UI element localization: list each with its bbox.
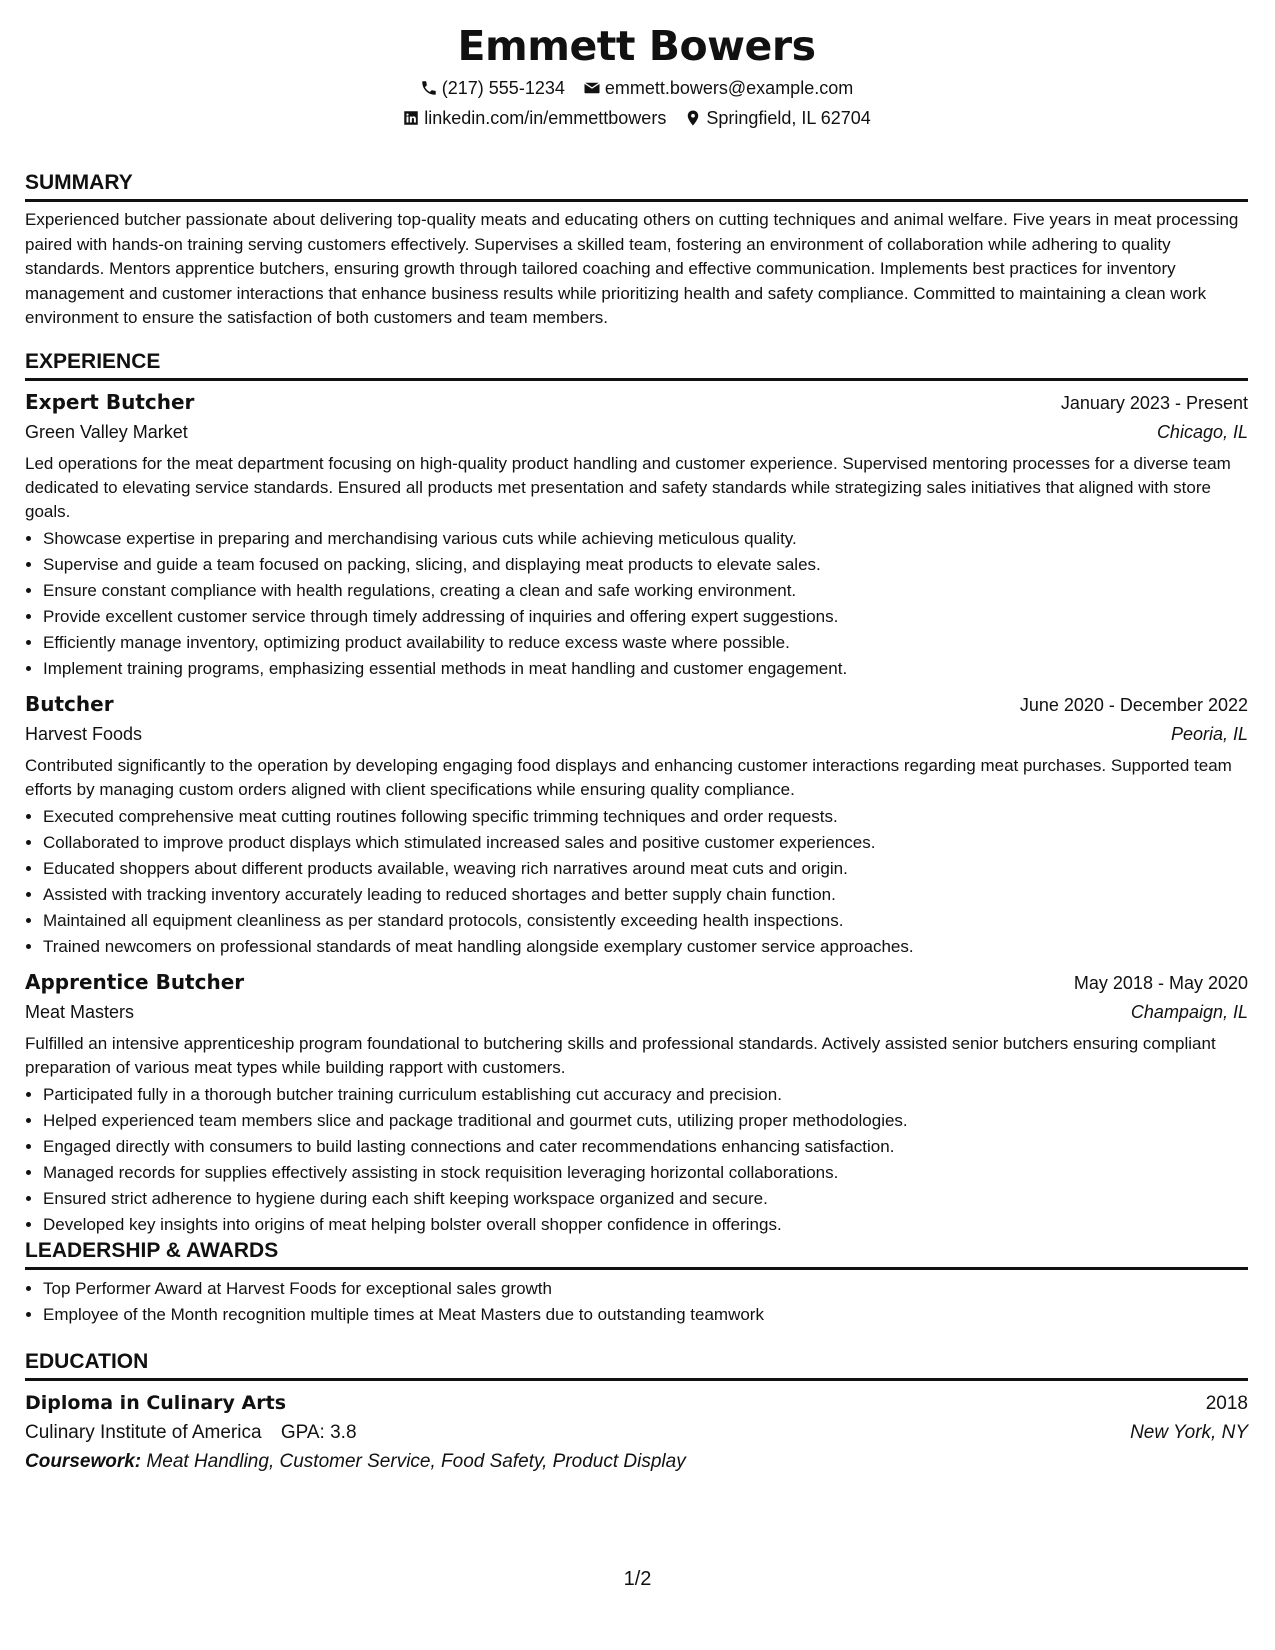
job-location: Peoria, IL (1170, 724, 1248, 744)
leadership-bullets (25, 1276, 1248, 1328)
candidate-name: Emmett Bowers (457, 22, 816, 70)
list-item: • Collaborated to improve product displays which stimulated increased sales and positive customer experiences. (43, 830, 1248, 856)
edu-coursework (25, 1448, 1248, 1476)
job-bullets (25, 804, 1248, 960)
job-dates: January 2023 - Present (1060, 393, 1248, 413)
job-entry (25, 388, 1248, 682)
list-item: • Ensured strict adherence to hygiene during each shift keeping workspace organized and secure. (43, 1186, 1248, 1212)
job-entry (25, 968, 1248, 1238)
list-item: • Helped experienced team members slice and package traditional and gourmet cuts, utilizing proper methodologies. (43, 1108, 1248, 1134)
coursework-text: Meat Handling, Customer Service, Food Safety, Product Display (146, 1451, 686, 1472)
leadership-section (25, 1238, 1248, 1328)
job-company: Harvest Foods (25, 724, 143, 744)
list-item: • Efficiently manage inventory, optimizing product availability to reduce excess waste where possible. (43, 630, 1248, 656)
summary-text: Experienced butcher passionate about delivering top-quality meats and educating others on cutting techniques and animal welfare. Five years in meat processing paired with hands-on training serving customers effectively. Supervises a skilled team, fostering an environment of collaboration while adhering to quality standards. Mentors apprentice butchers, ensuring growth through tailored coaching and effective communication. Implements best practices for inventory management and customer interactions that enhance business results while prioritizing health and safety compliance. Committed to maintaining a clean work environment to ensure the satisfaction of both customers and team members. (25, 210, 1239, 327)
job-description: Contributed significantly to the operation by developing engaging food displays and enhancing customer interactions regarding meat purchases. Supported team efforts by managing custom orders aligned with client specifications while ensuring quality compliance. (25, 756, 1232, 799)
list-item: • Developed key insights into origins of meat helping bolster overall shopper confidence in offerings. (43, 1212, 1248, 1238)
phone-text: (217) 555-1234 (441, 78, 565, 98)
phone-icon (420, 79, 438, 97)
envelope-icon (583, 79, 601, 97)
job-dates: May 2018 - May 2020 (1073, 973, 1248, 993)
job-title: Butcher (25, 692, 114, 716)
edu-year: 2018 (1205, 1393, 1248, 1414)
job-location: Champaign, IL (1130, 1002, 1248, 1022)
edu-degree: Diploma in Culinary Arts (25, 1392, 287, 1414)
coursework-label: Coursework: (25, 1451, 142, 1472)
map-pin-icon (684, 109, 702, 127)
list-item: • Participated fully in a thorough butcher training curriculum establishing cut accuracy and precision. (43, 1082, 1248, 1108)
list-item: • Educated shoppers about different products available, weaving rich narratives around meat cuts and origin. (43, 856, 1248, 882)
section-title-leadership: LEADERSHIP & AWARDS (25, 1238, 1248, 1270)
section-title-education: EDUCATION (25, 1349, 1248, 1381)
job-description: Fulfilled an intensive apprenticeship program foundational to butchering skills and professional standards. Actively assisted senior butchers ensuring compliant preparation of various meat types while building rapport with customers. (25, 1034, 1216, 1077)
job-location: Chicago, IL (1156, 422, 1248, 442)
list-item: • Supervise and guide a team focused on packing, slicing, and displaying meat products to elevate sales. (43, 552, 1248, 578)
contact-row-1 (25, 76, 1248, 100)
job-company: Green Valley Market (25, 422, 188, 442)
job-bullets (25, 1082, 1248, 1238)
contact-linkedin[interactable] (402, 106, 666, 130)
linkedin-icon (402, 109, 420, 127)
education-section (25, 1349, 1248, 1476)
contact-email[interactable] (583, 76, 853, 100)
resume-page (25, 20, 1248, 1472)
contact-row-2 (25, 106, 1248, 130)
location-text: Springfield, IL 62704 (706, 108, 871, 128)
email-text[interactable]: emmett.bowers@example.com (604, 78, 854, 98)
contact-phone (420, 76, 565, 100)
page-number: 1/2 (623, 1568, 652, 1590)
list-item: • Top Performer Award at Harvest Foods for exceptional sales growth (43, 1276, 1248, 1302)
list-item: • Ensure constant compliance with health regulations, creating a clean and safe working environment. (43, 578, 1248, 604)
edu-location: New York, NY (1130, 1422, 1248, 1443)
list-item: • Employee of the Month recognition multiple times at Meat Masters due to outstanding teamwork (43, 1302, 1248, 1328)
list-item: • Assisted with tracking inventory accurately leading to reduced shortages and better supply chain function. (43, 882, 1248, 908)
summary-section (25, 170, 1248, 331)
experience-section (25, 349, 1248, 1246)
list-item: • Maintained all equipment cleanliness as per standard protocols, consistently exceeding health inspections. (43, 908, 1248, 934)
section-title-summary: SUMMARY (25, 170, 1248, 202)
job-dates: June 2020 - December 2022 (1019, 695, 1248, 715)
edu-school: Culinary Institute of America (25, 1422, 262, 1443)
edu-gpa: GPA: 3.8 (280, 1422, 357, 1443)
list-item: • Trained newcomers on professional standards of meat handling alongside exemplary customer service approaches. (43, 934, 1248, 960)
job-bullets (25, 526, 1248, 682)
job-title: Expert Butcher (25, 390, 195, 414)
list-item: • Provide excellent customer service through timely addressing of inquiries and offering expert suggestions. (43, 604, 1248, 630)
list-item: • Implement training programs, emphasizing essential methods in meat handling and customer engagement. (43, 656, 1248, 682)
list-item: • Executed comprehensive meat cutting routines following specific trimming techniques and order requests. (43, 804, 1248, 830)
linkedin-text[interactable]: linkedin.com/in/emmettbowers (424, 108, 667, 128)
job-description: Led operations for the meat department focusing on high-quality product handling and customer experience. Supervised mentoring processes for a diverse team dedicated to elevating service standards. Ensured all products met presentation and safety standards while strategizing sales initiatives that aligned with store goals. (25, 454, 1231, 521)
section-title-experience: EXPERIENCE (25, 349, 1248, 381)
list-item: • Engaged directly with consumers to build lasting connections and cater recommendations enhancing satisfaction. (43, 1134, 1248, 1160)
list-item: • Showcase expertise in preparing and merchandising various cuts while achieving meticulous quality. (43, 526, 1248, 552)
job-entry (25, 690, 1248, 960)
list-item: • Managed records for supplies effectively assisting in stock requisition leveraging horizontal collaborations. (43, 1160, 1248, 1186)
contact-location (684, 106, 870, 130)
job-company: Meat Masters (25, 1002, 135, 1022)
job-title: Apprentice Butcher (25, 970, 245, 994)
